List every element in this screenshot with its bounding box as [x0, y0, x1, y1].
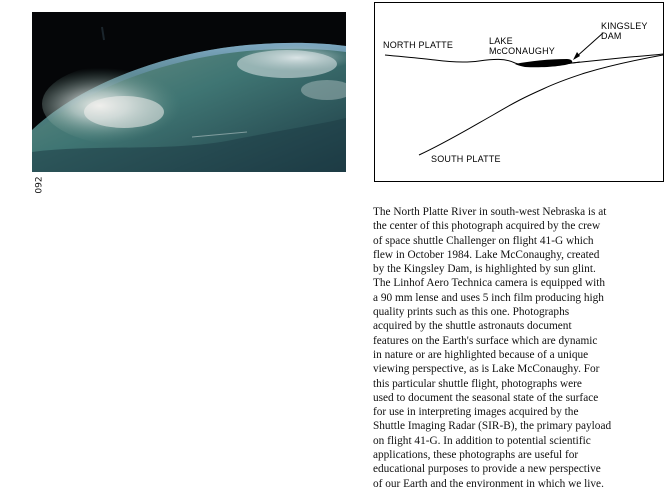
label-lake-line1: LAKE	[489, 36, 513, 46]
caption-line: for use in interpreting images acquired by the	[373, 406, 579, 419]
label-lake-line2: McCONAUGHY	[489, 46, 556, 56]
frame-number	[31, 178, 45, 206]
south-platte-river	[419, 55, 663, 155]
caption-line: Shuttle Imaging Radar (SIR-B), the primary payload	[373, 420, 612, 433]
caption-line: flew in October 1984. Lake McConaughy, created	[373, 248, 600, 261]
earth-photo-graphic	[32, 12, 346, 172]
caption-line: a 90 mm lense and uses 5 inch film producing high	[373, 291, 604, 304]
caption-line: educational purposes to provide a new perspective	[373, 463, 601, 476]
label-dam-line2: DAM	[601, 31, 622, 41]
cloud-mass	[237, 50, 337, 78]
north-platte-downstream	[572, 54, 663, 63]
earth-photograph	[32, 12, 346, 172]
caption-line: The North Platte River in south-west Nebraska is at	[373, 206, 607, 218]
label-north-platte: NORTH PLATTE	[383, 40, 454, 50]
caption-line: acquired by the shuttle astronauts document	[373, 320, 572, 333]
photo-caption	[373, 205, 669, 491]
caption-line: viewing perspective, as is Lake McConaughy. For	[373, 363, 600, 376]
dam-pointer-arrowhead	[573, 52, 580, 60]
caption-line: The Linhof Aero Technica camera is equipped with	[373, 277, 606, 290]
caption-line: by the Kingsley Dam, is highlighted by sun glint.	[373, 263, 596, 276]
caption-line: this particular shuttle flight, photographs were	[373, 377, 582, 390]
frame-number-text: 092	[34, 176, 45, 194]
caption-line: quality prints such as this one. Photographs	[373, 306, 570, 319]
caption-line: on flight 41-G. In addition to potential scientific	[373, 434, 591, 447]
river-map-diagram	[374, 2, 664, 182]
caption-line: in nature or are highlighted because of a unique	[373, 348, 589, 361]
caption-line: applications, these photographs are useful for	[373, 449, 579, 462]
caption-line: of our Earth and the environment in which we live.	[373, 477, 604, 490]
caption-line: of space shuttle Challenger on flight 41-G which	[373, 234, 594, 247]
label-dam-line1: KINGSLEY	[601, 21, 648, 31]
caption-line: the center of this photograph acquired by the crew	[373, 220, 601, 233]
sun-glint-core	[84, 96, 164, 128]
caption-line: features on the Earth's surface which are dynamic	[373, 334, 598, 347]
lake-mcconaughy	[515, 59, 572, 67]
label-south-platte: SOUTH PLATTE	[431, 154, 501, 164]
caption-line: used to document the seasonal state of the surface	[373, 391, 599, 404]
dam-pointer-line	[575, 33, 603, 58]
